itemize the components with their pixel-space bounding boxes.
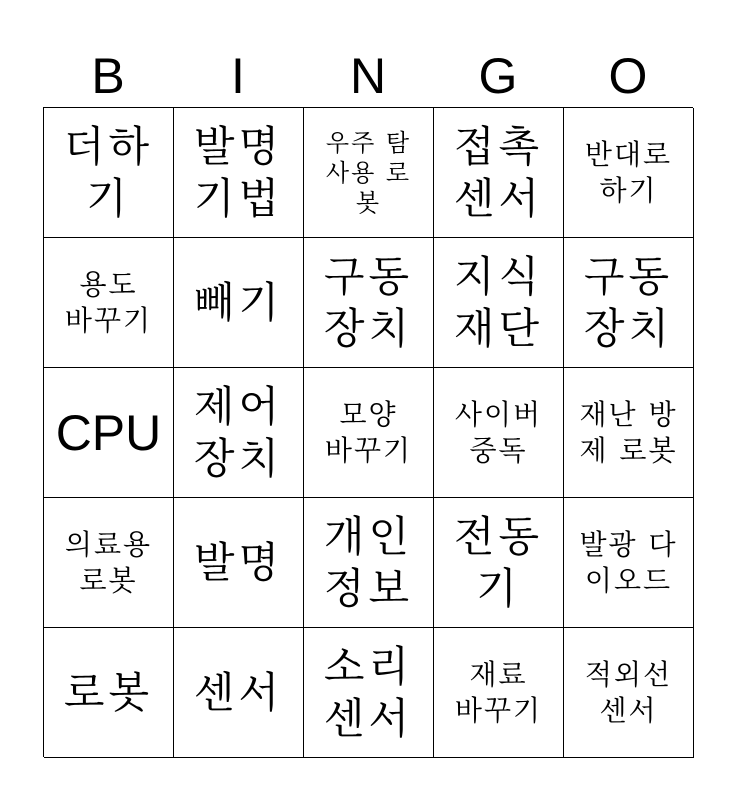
bingo-cell-r4c1[interactable]: 의료용 로봇 — [44, 498, 174, 628]
bingo-cell-r1c2[interactable]: 발명 기법 — [174, 108, 304, 238]
header-letter-o: O — [608, 48, 648, 104]
header-letter-b: B — [91, 48, 125, 104]
header-letter-g: G — [478, 48, 518, 104]
bingo-cell-r1c4[interactable]: 접촉 센서 — [434, 108, 564, 238]
bingo-cell-r3c4[interactable]: 사이버 중독 — [434, 368, 564, 498]
bingo-header — [43, 46, 693, 106]
bingo-cell-r5c5[interactable]: 적외선 센서 — [564, 628, 694, 758]
bingo-cell-r1c3[interactable]: 우주 탐 사용 로 봇 — [304, 108, 434, 238]
bingo-cell-r1c5[interactable]: 반대로 하기 — [564, 108, 694, 238]
bingo-cell-r2c1[interactable]: 용도 바꾸기 — [44, 238, 174, 368]
bingo-cell-r4c4[interactable]: 전동 기 — [434, 498, 564, 628]
bingo-cell-r3c3[interactable]: 모양 바꾸기 — [304, 368, 434, 498]
header-letter-n: N — [349, 48, 387, 104]
bingo-cell-r5c1[interactable]: 로봇 — [44, 628, 174, 758]
bingo-cell-r2c5[interactable]: 구동 장치 — [564, 238, 694, 368]
bingo-cell-r2c2[interactable]: 빼기 — [174, 238, 304, 368]
bingo-cell-r3c1[interactable]: CPU — [44, 368, 174, 498]
bingo-cell-r4c2[interactable]: 발명 — [174, 498, 304, 628]
bingo-board — [43, 107, 693, 757]
bingo-cell-r4c3[interactable]: 개인 정보 — [304, 498, 434, 628]
bingo-cell-r3c5[interactable]: 재난 방 제 로봇 — [564, 368, 694, 498]
bingo-cell-r3c2[interactable]: 제어 장치 — [174, 368, 304, 498]
bingo-cell-r5c2[interactable]: 센서 — [174, 628, 304, 758]
bingo-cell-r2c4[interactable]: 지식 재단 — [434, 238, 564, 368]
header-letter-i: I — [231, 48, 245, 104]
bingo-cell-r5c4[interactable]: 재료 바꾸기 — [434, 628, 564, 758]
bingo-cell-r4c5[interactable]: 발광 다 이오드 — [564, 498, 694, 628]
bingo-cell-r2c3[interactable]: 구동 장치 — [304, 238, 434, 368]
bingo-cell-r5c3[interactable]: 소리 센서 — [304, 628, 434, 758]
bingo-cell-r1c1[interactable]: 더하 기 — [44, 108, 174, 238]
